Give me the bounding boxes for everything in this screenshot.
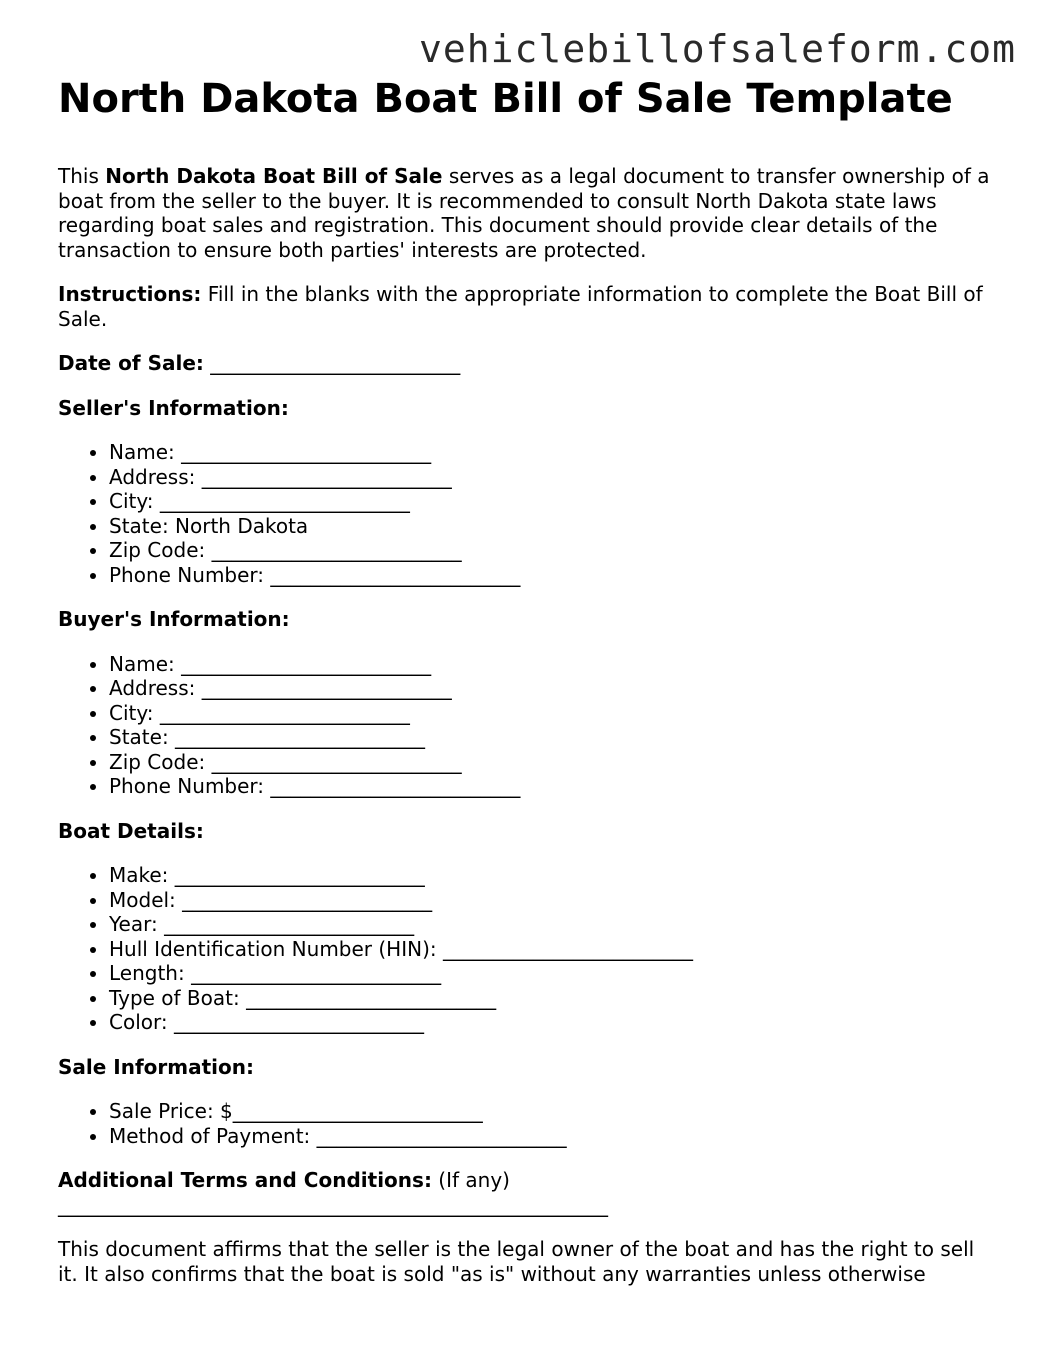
instructions: [58, 282, 998, 331]
payment-method-label: Method of Payment:: [109, 1123, 317, 1148]
buyer-state-item: [109, 725, 998, 750]
buyer-city-field[interactable]: [160, 701, 410, 725]
boat-year-field[interactable]: [164, 912, 414, 936]
boat-make-field[interactable]: [175, 863, 425, 887]
buyer-name-label: Name:: [109, 651, 182, 676]
boat-length-field[interactable]: [191, 961, 441, 985]
boat-type-item: [109, 986, 998, 1011]
boat-color-label: Color:: [109, 1010, 174, 1034]
intro-paragraph: [58, 164, 998, 262]
boat-hin-field[interactable]: [443, 937, 693, 961]
intro-rest: serves as a legal document to transfer ownership of a boat from the seller to the buyer. It is recommended to consult North Dakota state laws regarding boat sales and registration. This document should provide clear details of the transaction to ensure both parties' interests are protected.: [58, 164, 990, 262]
boat-length-label: Length:: [109, 961, 192, 985]
buyer-zip-field[interactable]: [212, 750, 462, 774]
payment-method-field[interactable]: [317, 1124, 567, 1148]
seller-name-field[interactable]: [181, 440, 431, 464]
seller-list: [58, 440, 998, 587]
date-of-sale-label: Date of Sale:: [58, 351, 204, 375]
instructions-label: Instructions:: [58, 282, 202, 306]
boat-hin-item: [109, 937, 998, 962]
sale-list: [58, 1099, 998, 1148]
boat-color-field[interactable]: [174, 1010, 424, 1034]
buyer-city-item: [109, 701, 998, 726]
boat-year-label: Year:: [109, 912, 165, 936]
buyer-name-field[interactable]: [181, 652, 431, 676]
date-of-sale-field[interactable]: _________________________: [210, 351, 461, 375]
seller-name-label: Name:: [109, 440, 182, 464]
buyer-name-item: [109, 652, 998, 677]
seller-phone-item: [109, 563, 998, 588]
seller-zip-item: [109, 538, 998, 563]
buyer-phone-item: [109, 774, 998, 799]
seller-city-label: City:: [109, 489, 160, 513]
seller-address-item: [109, 465, 998, 490]
boat-list: [58, 863, 998, 1035]
seller-zip-field[interactable]: [212, 538, 462, 562]
seller-city-item: [109, 489, 998, 514]
intro-bold: North Dakota Boat Bill of Sale: [105, 164, 443, 188]
boat-make-item: [109, 863, 998, 888]
boat-year-item: [109, 912, 998, 937]
instructions-text: Fill in the blanks with the appropriate information to complete the Boat Bill of Sale.: [58, 282, 983, 331]
buyer-heading: Buyer's Information:: [58, 607, 290, 631]
buyer-address-item: [109, 676, 998, 701]
seller-city-field[interactable]: [160, 489, 410, 513]
payment-method-item: [109, 1124, 998, 1149]
terms-note: (If any): [431, 1168, 510, 1192]
boat-model-field[interactable]: [182, 888, 432, 912]
seller-zip-label: Zip Code:: [109, 538, 212, 562]
boat-make-label: Make:: [109, 863, 175, 887]
date-of-sale: [58, 351, 998, 376]
boat-type-field[interactable]: [246, 986, 496, 1010]
boat-type-label: Type of Boat:: [109, 985, 247, 1010]
additional-terms: [58, 1168, 998, 1217]
sale-price-item: [109, 1099, 998, 1124]
buyer-list: [58, 652, 998, 799]
boat-length-item: [109, 961, 998, 986]
sale-price-field[interactable]: [233, 1099, 483, 1123]
buyer-state-field[interactable]: [175, 725, 425, 749]
sale-price-label: Sale Price: $: [109, 1099, 233, 1123]
seller-state-item: [109, 514, 998, 539]
boat-model-item: [109, 888, 998, 913]
buyer-state-label: State:: [109, 725, 176, 749]
buyer-zip-item: [109, 750, 998, 775]
buyer-phone-label: Phone Number:: [109, 774, 271, 798]
seller-heading: Seller's Information:: [58, 395, 289, 420]
document-body: [58, 72, 998, 1306]
intro-prefix: This: [58, 164, 106, 188]
closing-paragraph: This document affirms that the seller is the legal owner of the boat and has the right to sell it. It also confirms that the boat is sold "as is" without any warranties unless otherwise: [58, 1237, 975, 1286]
seller-phone-field[interactable]: [270, 563, 520, 587]
buyer-zip-label: Zip Code:: [109, 749, 212, 774]
terms-field[interactable]: _______________________________________________________: [58, 1192, 608, 1217]
page-title: North Dakota Boat Bill of Sale Template: [58, 76, 953, 122]
site-watermark: vehiclebillofsaleform.com: [419, 27, 1016, 71]
buyer-address-field[interactable]: [202, 676, 452, 700]
boat-color-item: [109, 1010, 998, 1035]
seller-address-label: Address:: [109, 464, 202, 489]
terms-label: Additional Terms and Conditions:: [58, 1168, 432, 1192]
boat-model-label: Model:: [109, 887, 183, 912]
seller-phone-label: Phone Number:: [109, 562, 271, 587]
buyer-phone-field[interactable]: [270, 774, 520, 798]
boat-hin-label: Hull Identification Number (HIN):: [109, 936, 443, 961]
seller-address-field[interactable]: [202, 465, 452, 489]
buyer-address-label: Address:: [109, 676, 202, 700]
buyer-city-label: City:: [109, 700, 160, 725]
boat-heading: Boat Details:: [58, 818, 204, 843]
seller-state-text: State: North Dakota: [109, 513, 309, 538]
sale-heading: Sale Information:: [58, 1054, 254, 1079]
seller-name-item: [109, 440, 998, 465]
